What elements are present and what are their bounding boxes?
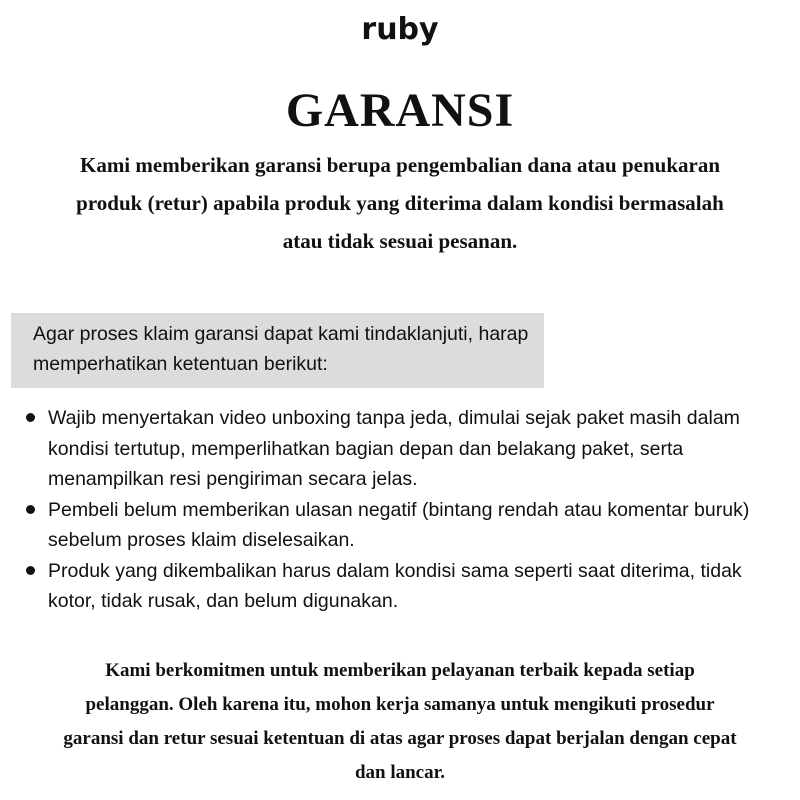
intro-paragraph: Kami memberikan garansi berupa pengembalian dana atau penukaran produk (retur) apabila produk yang diterima dalam kondisi bermasalah atau tidak sesuai pesanan. — [76, 153, 724, 253]
page-title: GARANSI — [285, 84, 515, 137]
rules-list — [22, 403, 792, 617]
bullet-icon — [26, 566, 35, 575]
rule-text: Pembeli belum memberikan ulasan negatif (bintang rendah atau komentar buruk) sebelum proses klaim diselesaikan. — [48, 498, 750, 551]
bullet-icon — [26, 413, 35, 422]
notice-box — [11, 313, 544, 388]
brand-logo-text: ruby — [361, 12, 439, 47]
list-item — [22, 556, 792, 617]
bullet-icon — [26, 505, 35, 514]
list-item — [22, 495, 792, 556]
closing-paragraph: Kami berkomitmen untuk memberikan pelayanan terbaik kepada setiap pelanggan. Oleh karena itu, mohon kerja samanya untuk mengikuti prosedur garansi dan retur sesuai ketentuan di atas agar proses dapat berjalan dengan cepat dan lancar. — [63, 660, 737, 783]
brand-logo — [0, 8, 800, 52]
notice-text: Agar proses klaim garansi dapat kami tindaklanjuti, harap memperhatikan ketentuan berikut: — [33, 323, 529, 375]
list-item — [22, 403, 792, 495]
rule-text: Wajib menyertakan video unboxing tanpa jeda, dimulai sejak paket masih dalam kondisi tertutup, memperlihatkan bagian depan dan belakang paket, serta menampilkan resi pengiriman secara jelas. — [48, 407, 740, 490]
rule-text: Produk yang dikembalikan harus dalam kondisi sama seperti saat diterima, tidak kotor, tidak rusak, dan belum digunakan. — [48, 559, 742, 612]
